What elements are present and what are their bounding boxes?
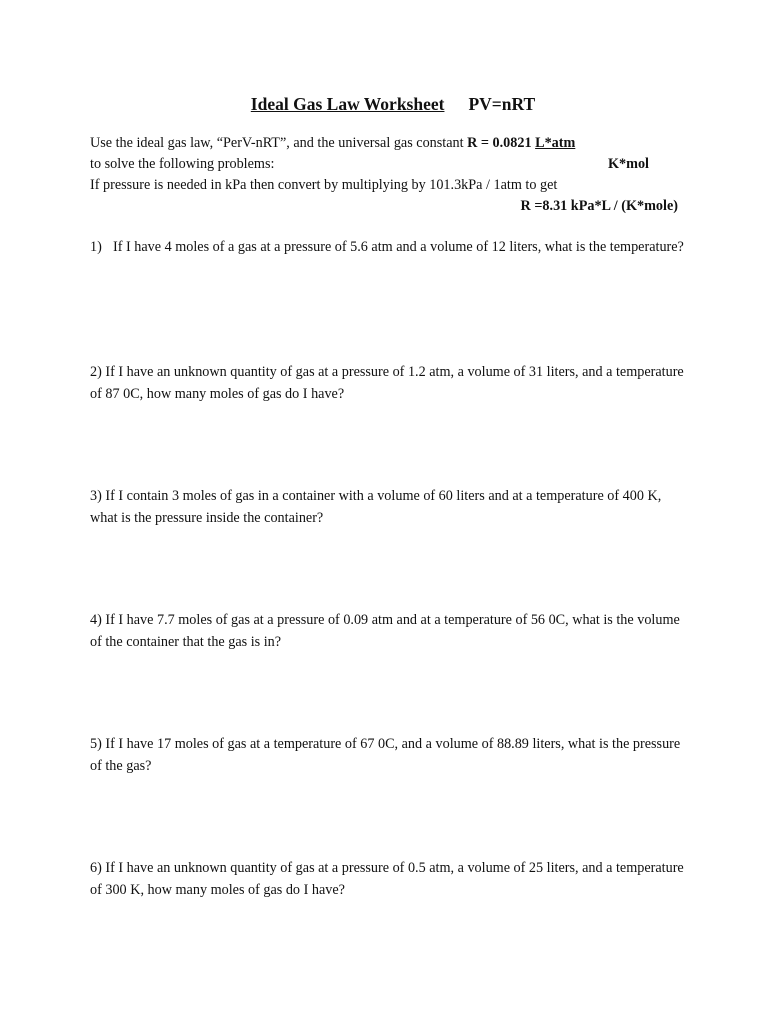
question-3 [90, 485, 690, 529]
question-number: 5) [90, 736, 102, 752]
gas-constant-units-denominator: K*mol [608, 156, 649, 172]
question-4 [90, 609, 690, 653]
intro-line-1-text: Use the ideal gas law, “PerV-nRT”, and the universal gas constant [90, 135, 468, 151]
question-text: If I contain 3 moles of gas in a container with a volume of 60 liters and at a temperature of 400 K, what is the pressure inside the container? [90, 488, 662, 526]
intro-line-3: If pressure is needed in kPa then convert by multiplying by 101.3kPa / 1atm to get [90, 177, 558, 193]
question-number: 4) [90, 612, 102, 628]
question-text: If I have 17 moles of gas at a temperature of 67 0C, and a volume of 88.89 liters, what is the pressure of the gas? [90, 736, 681, 774]
question-text: If I have 7.7 moles of gas at a pressure of 0.09 atm and at a temperature of 56 0C, what is the volume of the container that the gas is in? [90, 612, 680, 650]
question-text: If I have an unknown quantity of gas at a pressure of 1.2 atm, a volume of 31 liters, and a temperature of 87 0C, how many moles of gas do I have? [90, 364, 684, 402]
intro-line-1 [90, 133, 575, 153]
gas-constant-kpa: R =8.31 kPa*L / (K*mole) [520, 198, 678, 214]
worksheet-title-main: Ideal Gas Law Worksheet [250, 94, 445, 114]
question-number: 2) [90, 364, 102, 380]
gas-constant-label: R = 0.0821 [467, 135, 536, 151]
question-text: If I have 4 moles of a gas at a pressure of 5.6 atm and a volume of 12 liters, what is the temperature? [113, 239, 684, 255]
question-text: If I have an unknown quantity of gas at a pressure of 0.5 atm, a volume of 25 liters, and a temperature of 300 K, how many moles of gas do I have? [90, 860, 684, 898]
worksheet-title [0, 94, 768, 115]
question-1-body [90, 236, 690, 258]
question-5 [90, 733, 690, 777]
gas-constant-units-numerator: L*atm [535, 135, 576, 151]
question-number: 1) [90, 239, 102, 255]
intro-line-2: to solve the following problems: [90, 156, 275, 172]
question-1 [90, 236, 690, 258]
question-number: 6) [90, 860, 102, 876]
question-6 [90, 857, 690, 901]
worksheet-title-formula: PV=nRT [468, 94, 536, 114]
question-number: 3) [90, 488, 102, 504]
question-2 [90, 361, 690, 405]
